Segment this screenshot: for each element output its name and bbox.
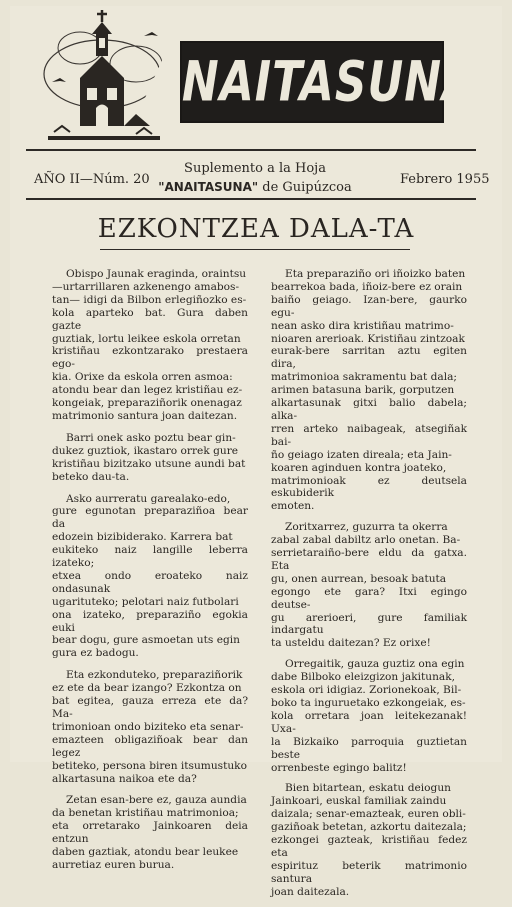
header-rule-top bbox=[26, 149, 476, 151]
paragraph: Eta ezkonduteko, preparaziñorik ez ete da bear izango? Ezkontza on bat egitea, gauza erreza ete da? Ma- trimonioan ondo biziteko eta senar- emazteen obligaziñoak bear dan legez betiteko, persona biren itsumustuko alkartasuna naikoa ete da? bbox=[52, 669, 248, 785]
supplement-info bbox=[150, 160, 360, 197]
paragraph: Orregaitik, gauza guztiz ona egin dabe Bilboko eleizgizon jakitunak, eskola ori idigiaz. Zorionekoak, Bil- boko ta inguruetako ezkongeiak, es- kola orretara joan leitekezanak! Uxa- la Bizkaiko parroquia guztietan beste orrenbeste egingo balitz! bbox=[271, 658, 467, 774]
paragraph: Asko aurreratu garealako-edo, gure egunotan preparaziñoa bear da edozein bizibiderako. Karrera bat eukiteko naiz langille leberra izateko; etxea ondo eroateko naiz ondasunak ugarituteko; pelotari naiz futbolari ona izateko, preparaziño egokia euki bear dogu, gure asmoetan uts egin gura ez badogu. bbox=[52, 492, 248, 660]
article-column-right bbox=[271, 268, 467, 907]
logo-text: ANAITASUNA bbox=[146, 50, 478, 114]
supplement-line2 bbox=[150, 178, 360, 197]
issue-number: AÑO II—Núm. 20 bbox=[34, 172, 150, 187]
paragraph: Zoritxarrez, guzurra ta okerra zabal zabal dabiltz arlo onetan. Ba- serrietaraiño-bere eldu da gatxa. Eta gu, onen aurrean, besoak batuta egongo ete gara? Itxi egingo deutse- gu arerioeri, gure familiak indargatu ta usteldu daitezan? Ez orixe! bbox=[271, 521, 467, 650]
paragraph: Zetan esan-bere ez, gauza aundia da benetan kristiñau matrimonioa; eta orretarako Jainkoaren deia entzun daben gaztiak, atondu bear leukee aurretiaz euren burua. bbox=[52, 794, 248, 871]
title-underline bbox=[100, 249, 410, 250]
paragraph: Obispo Jaunak eraginda, oraintsu —urtarrillaren azkenengo amabos- tan— idigi da Bilbon erlegiñozko es- kola aparteko bat. Gura daben gazte guztiak, lortu leikee eskola orretan kristiñau ezkontzarako prestaera ego- kia. Orixe da eskola orren asmoa: atondu bear dan legez kristiñau ez- kongeiak, preparaziñorik onenagaz matrimonio santura joan daitezan. bbox=[52, 268, 248, 422]
supplement-line2-rest: de Guipúzcoa bbox=[258, 180, 352, 195]
supplement-line1: Suplemento a la Hoja bbox=[184, 161, 326, 176]
article-column-left bbox=[52, 268, 248, 881]
header-rule-bottom bbox=[26, 198, 476, 200]
paragraph: Bien bitartean, eskatu deiogun Jainkoari, euskal familiak zaindu daizala; senar-emazteak, euren obli- gaziñoak betetan, azkortu daitezala; ezkongei gazteak, kristiñau fedez eta espirituz beterik matrimonio santura joan daitezala. bbox=[271, 782, 467, 898]
paragraph: Eta preparaziño ori iñoizko baten bearrekoa bada, iñoiz-bere ez orain baiño geiago. Izan-bere, gaurko egu- nean asko dira kristiñau matrimo- nioaren arerioak. Kristiñau zintzoak eurak-bere sarritan aztu egiten dira, matrimonioa sakramentu bat dala; arimen batasuna barik, gorputzen alkartasunak gitxi balio dabela; alka- rren arteko naibageak, atsegiñak bai- ño geiago izaten direala; eta Jain- koaren aginduen kontra joateko, matrimonioak ez deutsela eskubiderik emoten. bbox=[271, 268, 467, 513]
article-title: EZKONTZEA DALA-TA bbox=[97, 214, 415, 244]
masthead-logo bbox=[146, 41, 478, 123]
supplement-name: "ANAITASUNA" bbox=[158, 180, 259, 194]
paragraph: Barri onek asko poztu bear gin- dukez guztiok, ikastaro orrek gure kristiñau bizitzako utsune aundi bat beteko dau-ta. bbox=[52, 431, 246, 483]
issue-date: Febrero 1955 bbox=[400, 172, 490, 187]
